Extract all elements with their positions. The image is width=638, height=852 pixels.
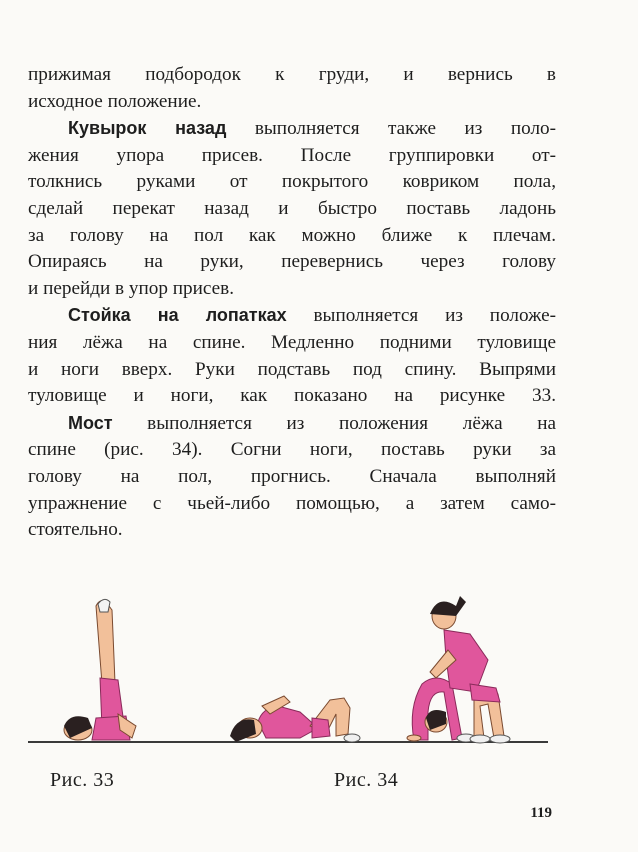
text-line: сделай перекат назад и быстро поставь ладонь	[28, 197, 556, 219]
term-backward-roll: Кувырок назад	[68, 118, 227, 139]
text-line: исходное положение.	[28, 90, 202, 112]
text-line: Опираясь на руки, перевернись через голову	[28, 251, 556, 273]
paragraph-first-line: Кувырок назад выполняется также из поло-	[68, 118, 556, 140]
page-number: 119	[530, 805, 552, 821]
figure-34-caption: Рис. 34	[334, 769, 399, 791]
term-bridge: Мост	[68, 412, 113, 433]
text-line: толкнись руками от покрытого ковриком пола,	[28, 171, 556, 193]
paragraph-first-line: Стойка на лопатках выполняется из положе-	[68, 305, 557, 327]
exercise-illustrations	[0, 588, 638, 758]
text-line: голову на пол, прогнись. Сначала выполняй	[28, 465, 556, 487]
text-line: ния лёжа на спине. Медленно подними туловище	[28, 331, 556, 353]
text-line: и перейди в упор присев.	[28, 277, 235, 299]
text-line: за голову на пол как можно ближе к плечам.	[28, 224, 556, 246]
paragraph-first-line: Мост выполняется из положения лёжа на	[68, 412, 556, 434]
term-shoulder-stand: Стойка на лопатках	[68, 305, 287, 326]
figure-33-caption: Рис. 33	[50, 769, 115, 791]
text-line: и ноги вверх. Руки подставь под спину. Выпрями	[28, 358, 556, 380]
text-line: туловище и ноги, как показано на рисунке 33.	[28, 385, 556, 407]
text-line: прижимая подбородок к груди, и вернись в	[28, 64, 556, 85]
body-text	[28, 62, 556, 544]
text-line: спине (рис. 34). Согни ноги, поставь руки за	[28, 439, 556, 461]
text-line: стоятельно.	[28, 519, 123, 541]
lying-figure	[230, 696, 360, 742]
text-line: жения упора присев. После группировки от-	[28, 144, 556, 166]
shoulder-stand-figure	[64, 599, 136, 740]
text-line: упражнение с чьей-либо помощью, а затем само-	[28, 492, 556, 514]
